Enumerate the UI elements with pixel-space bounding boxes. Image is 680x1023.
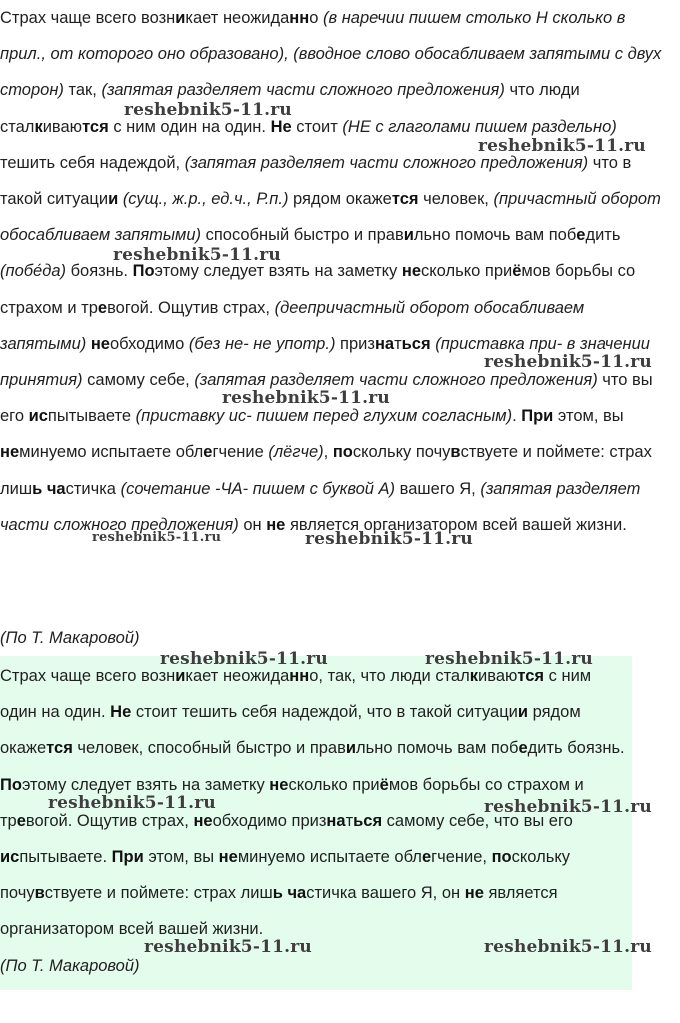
text-run: т xyxy=(345,811,354,830)
text-run: т xyxy=(394,334,402,353)
text-run: что вы его xyxy=(0,371,653,426)
watermark: reshebnik5-11.ru xyxy=(425,649,593,669)
text-run: гчение, xyxy=(431,848,492,867)
highlighted-letters: ься xyxy=(401,334,431,353)
text-run: этом, вы xyxy=(143,848,219,867)
text-run: ствуете и поймете: страх лиш xyxy=(44,884,273,903)
text-run: тешить себя надеждой, xyxy=(0,153,185,172)
text-run: что в такой ситуаци xyxy=(0,153,632,209)
watermark: reshebnik5-11.ru xyxy=(48,793,216,813)
highlighted-letters: е xyxy=(421,848,432,867)
highlighted-letters: ё xyxy=(512,262,522,281)
text-run: этому следует взять на заметку xyxy=(21,775,270,794)
text-run: о, так, что люди стал xyxy=(309,667,470,685)
highlighted-letters: е xyxy=(518,739,528,758)
highlighted-letters: не xyxy=(0,443,20,462)
grammar-note: (в наречии пишем столько Н сколько в прил., от которого оно образовано), (вводное слово обосабливаем запятыми с двух сторон) xyxy=(0,9,662,100)
text-run: обходимо приз xyxy=(212,811,327,830)
grammar-note: (запятая разделяет части сложного предложения) xyxy=(101,81,505,100)
highlighted-letters: Не xyxy=(110,703,132,722)
text-run: самому себе, что вы его xyxy=(382,811,573,830)
text-run: человек, xyxy=(418,190,494,209)
text-run: является организатором всей вашей жизни. xyxy=(285,515,627,534)
grammar-note: (запятая разделяет части сложного предложения) xyxy=(0,479,641,534)
grammar-note: (побе́да) xyxy=(0,262,66,281)
text-run: ствуете и поймете: страх лиш xyxy=(0,443,652,498)
text-run: стоит xyxy=(291,117,343,136)
grammar-note: (причастный оборот обосабливаем запятыми) xyxy=(0,190,661,245)
text-run: гчение xyxy=(212,443,269,462)
watermark: reshebnik5-11.ru xyxy=(144,937,312,957)
text-run: сколько при xyxy=(421,262,513,281)
text-run: этом, вы xyxy=(553,407,624,426)
text-run: о xyxy=(309,9,323,27)
highlighted-letters: не xyxy=(401,262,422,281)
text-run: стичка xyxy=(65,479,121,498)
highlighted-letters: к xyxy=(469,667,479,685)
highlighted-letters: и xyxy=(345,739,357,758)
highlighted-letters: е xyxy=(16,811,26,830)
text-run: так, xyxy=(63,81,102,100)
text-run: пытываете. xyxy=(19,848,112,867)
grammar-note: (НЕ с глаголами пишем раздельно) xyxy=(342,117,617,136)
watermark: reshebnik5-11.ru xyxy=(305,529,473,549)
grammar-note: (запятая разделяет части сложного предложения) xyxy=(184,153,589,172)
grammar-note: (приставку ис- пишем перед глухим согласным) xyxy=(135,407,513,426)
text-run: стоит тешить себя надеждой, что в такой ситуаци xyxy=(131,703,518,722)
highlighted-letters: не xyxy=(269,775,289,794)
text-run: минуемо испытаете обл xyxy=(237,848,422,867)
text-run: с ним один на один. xyxy=(0,667,592,722)
highlighted-letters: ься xyxy=(353,811,383,830)
watermark: reshebnik5-11.ru xyxy=(484,937,652,957)
text-run: рядом окаже xyxy=(0,703,581,758)
grammar-note: (без не- не употр.) xyxy=(188,334,336,353)
highlighted-letters: тся xyxy=(46,739,73,758)
highlighted-letters: по xyxy=(332,443,353,462)
text-run: иваю xyxy=(42,117,83,136)
highlighted-letters: тся xyxy=(391,190,419,209)
text-run: рядом окаже xyxy=(288,190,392,209)
text-run: вогой. Ощутив страх, xyxy=(25,811,194,830)
text-run: он xyxy=(238,515,267,534)
highlighted-letters: ё xyxy=(379,775,389,794)
grammar-note: (приставка при- в значении принятия) xyxy=(0,334,650,390)
text-run: льно помочь вам поб xyxy=(356,739,519,758)
highlighted-letters: е xyxy=(97,298,108,317)
text-run: льно помочь вам поб xyxy=(413,226,577,245)
text-run: Страх чаще всего возн xyxy=(0,9,176,27)
text-run: . xyxy=(512,407,522,426)
watermark: reshebnik5-11.ru xyxy=(113,245,281,265)
highlighted-letters: по xyxy=(491,848,512,867)
highlighted-letters: и xyxy=(175,667,186,685)
watermark: reshebnik5-11.ru xyxy=(160,649,328,669)
grammar-note: (сущ., ж.р., ед.ч., Р.п.) xyxy=(122,190,289,209)
grammar-note: (запятая разделяет части сложного предложения) xyxy=(194,371,598,390)
text-run: вогой. Ощутив страх, xyxy=(107,298,275,317)
text-run: иваю xyxy=(478,667,518,685)
highlighted-letters: По xyxy=(132,262,155,281)
highlighted-letters: не xyxy=(90,334,110,353)
text-run: пытываете xyxy=(47,407,136,426)
highlighted-letters: и xyxy=(175,9,186,27)
highlighted-letters: и xyxy=(108,190,119,209)
text-run: что люди стал xyxy=(0,81,580,136)
highlighted-letters: е xyxy=(576,226,586,245)
watermark: reshebnik5-11.ru xyxy=(92,530,222,545)
highlighted-letters: нн xyxy=(289,9,310,27)
text-run: кает неожида xyxy=(185,667,290,685)
grammar-note: (сочетание -ЧА- пишем с буквой А) xyxy=(120,479,396,498)
watermark: reshebnik5-11.ru xyxy=(124,100,292,120)
text-run: способный быстро и прав xyxy=(201,226,404,245)
highlighted-letters: и xyxy=(403,226,414,245)
watermark: reshebnik5-11.ru xyxy=(484,352,652,372)
highlighted-letters: в xyxy=(34,884,45,903)
highlighted-letters: При xyxy=(521,407,554,426)
text-run: самому себе, xyxy=(82,371,195,390)
text-run: с ним один на один. xyxy=(108,117,271,136)
highlighted-letters: е xyxy=(203,443,213,462)
text-run: обходимо xyxy=(110,334,189,353)
text-run: дить xyxy=(585,226,621,245)
highlighted-letters: к xyxy=(34,117,43,136)
highlighted-letters: не xyxy=(218,848,238,867)
text-run: минуемо испытаете обл xyxy=(19,443,204,462)
highlighted-letters: ь xyxy=(272,884,283,903)
highlighted-letters: не xyxy=(266,515,286,534)
text-run: человек, способный быстро и прав xyxy=(72,739,346,758)
highlighted-letters: ча xyxy=(287,884,307,903)
highlighted-letters: и xyxy=(517,703,529,722)
highlighted-letters: ис xyxy=(28,407,48,426)
text-run: стичка вашего Я, он xyxy=(306,884,465,903)
watermark: reshebnik5-11.ru xyxy=(478,136,646,156)
text-run: скольку почу xyxy=(352,443,451,462)
text-run: является организатором всей вашей жизни. xyxy=(0,884,558,939)
text-run: Страх чаще всего возн xyxy=(0,667,176,685)
text-run: этому следует взять на заметку xyxy=(154,262,402,281)
text-run: скольку почу xyxy=(0,848,570,903)
grammar-note: (лёгче) xyxy=(268,443,324,462)
highlighted-letters: на xyxy=(326,811,346,830)
highlighted-letters: не xyxy=(464,884,484,903)
watermark: reshebnik5-11.ru xyxy=(222,388,390,408)
highlighted-letters: При xyxy=(111,848,144,867)
highlighted-letters: По xyxy=(0,775,22,794)
highlighted-letters: тся xyxy=(517,667,545,685)
author-credit: (По Т. Макаровой) xyxy=(0,629,140,647)
text-run: вашего Я, xyxy=(395,479,481,498)
highlighted-letters: ис xyxy=(0,848,20,867)
highlighted-letters: нн xyxy=(289,667,310,685)
highlighted-letters: на xyxy=(374,334,395,353)
highlighted-letters: тся xyxy=(82,117,109,136)
grammar-note: (деепричастный оборот обосабливаем запятыми) xyxy=(0,298,585,353)
text-run: приз xyxy=(335,334,375,353)
text-run: боязнь. xyxy=(66,262,133,281)
highlighted-letters: ча xyxy=(46,479,66,498)
watermark: reshebnik5-11.ru xyxy=(484,797,652,817)
highlighted-letters: в xyxy=(450,443,461,462)
text-run: мов борьбы со страхом и тр xyxy=(0,262,636,317)
text-run: кает неожида xyxy=(185,9,290,27)
highlighted-letters: не xyxy=(193,811,213,830)
text-run: мов борьбы со страхом и тр xyxy=(0,775,584,830)
highlighted-letters: Не xyxy=(270,117,292,136)
text-run: , xyxy=(323,443,333,462)
highlighted-letters: ь xyxy=(32,479,43,498)
text-run: дить боязнь. xyxy=(527,739,625,758)
author-credit-2: (По Т. Макаровой) xyxy=(0,957,140,975)
text-run: сколько при xyxy=(288,775,380,794)
